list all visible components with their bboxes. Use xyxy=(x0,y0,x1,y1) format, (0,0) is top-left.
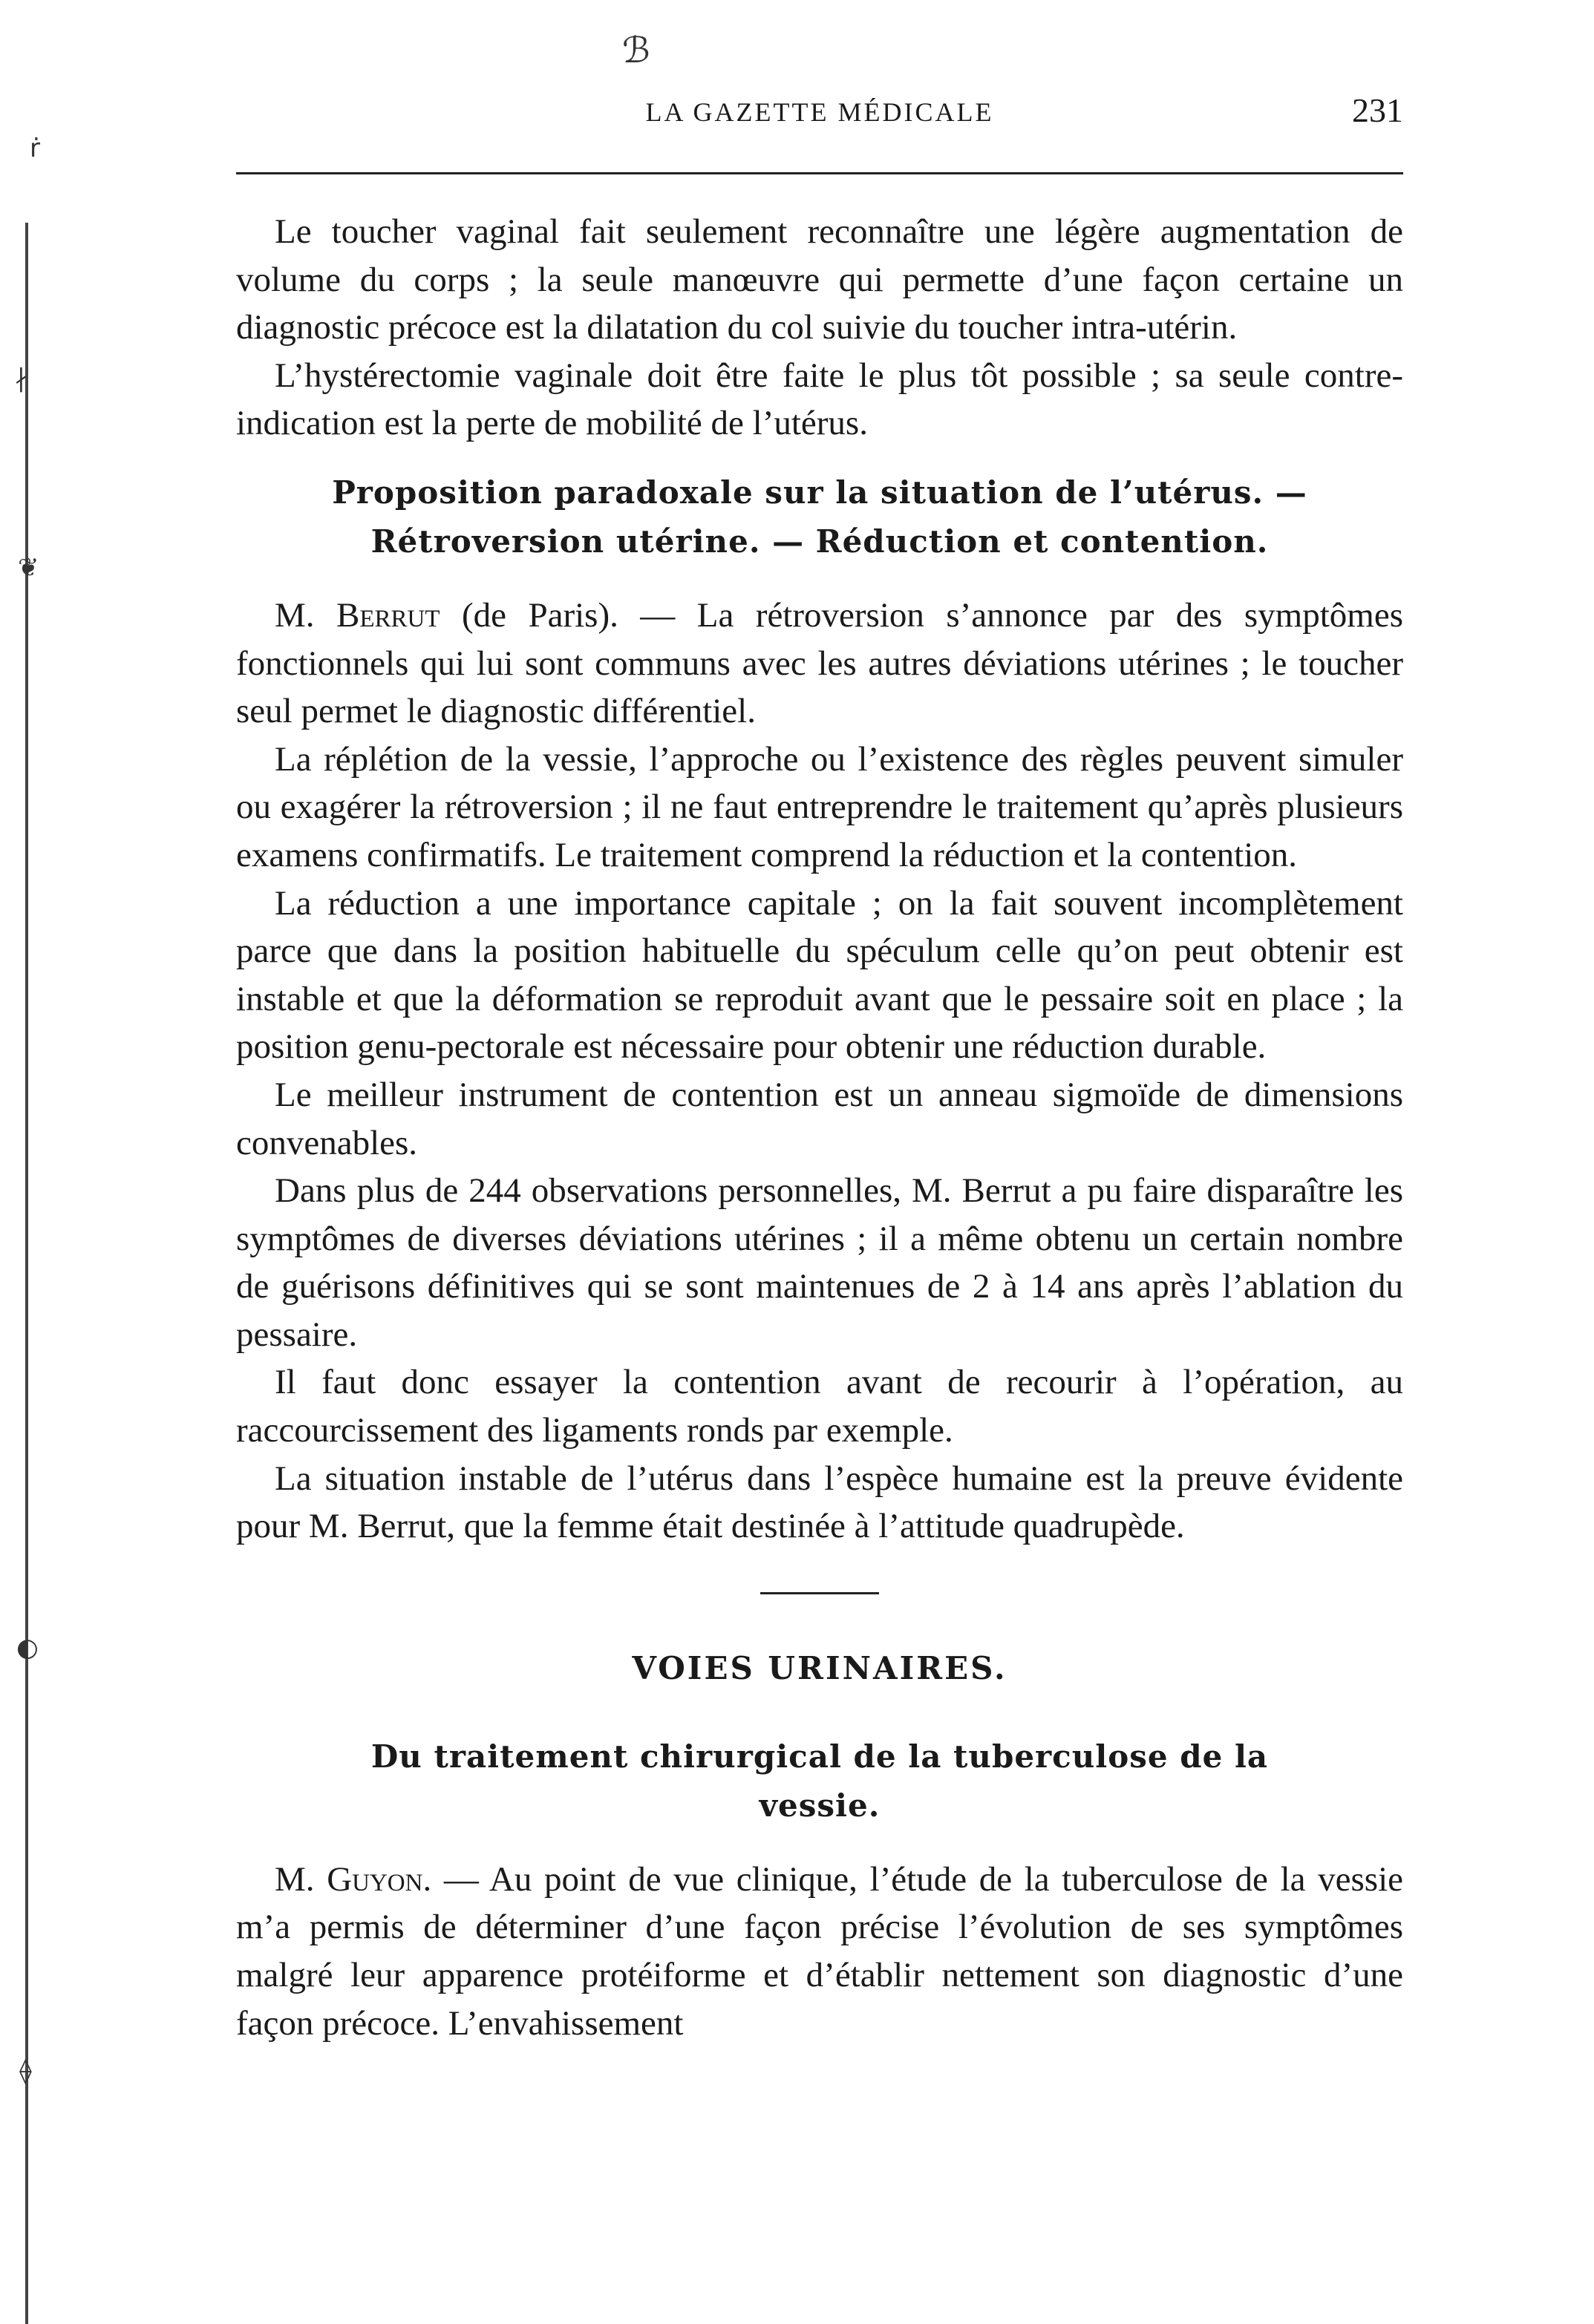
header-rule xyxy=(236,172,1403,174)
author-prefix: M. xyxy=(275,1859,327,1899)
author-text: . — Au point de vue clinique, l’étude de la tuberculose de la vessie m’a permis de déterminer d’une façon précise l’évolution de ses symptômes malgré leur apparence protéiforme et d’établir nettement son diagnostic d’une façon précoce. L’envahissement xyxy=(236,1859,1403,2043)
paragraph: Dans plus de 244 observations personnelles, M. Berrut a pu faire disparaître les symptômes de diverses déviations utérines ; il a même obtenu un certain nombre de guérisons définitives qui se sont maintenues de 2 à 14 ans après l’ablation du pessaire. xyxy=(236,1171,1403,1354)
paragraph: La réduction a une importance capitale ; on la fait souvent incomplètement parce que dans la position habituelle du spéculum celle qu’on peut obtenir est instable et que la déformation se reproduit avant que le pessaire soit en place ; la position genu-pectorale est nécessaire pour obtenir une réduction durable. xyxy=(236,883,1403,1067)
section-heading-line: Du traitement chirurgical de la tuberculose de la xyxy=(370,1738,1269,1775)
author-name: Berrut xyxy=(336,595,440,635)
article-body xyxy=(236,208,1403,2047)
section-heading xyxy=(236,468,1403,566)
margin-mark: ṙ xyxy=(30,134,40,163)
margin-mark: ⟠ xyxy=(19,2056,32,2086)
paragraph: Le meilleur instrument de contention est un anneau sigmoïde de dimensions convenables. xyxy=(236,1075,1403,1162)
section-heading-line: vessie. xyxy=(759,1787,881,1824)
paragraph: L’hystérectomie vaginale doit être faite le plus tôt possible ; sa seule contre-indication est la perte de mobilité de l’utérus. xyxy=(236,356,1403,443)
section-heading xyxy=(236,1732,1403,1830)
margin-mark: ∤ xyxy=(15,364,27,393)
author-prefix: M. xyxy=(275,595,336,635)
margin-mark: ❦ xyxy=(18,553,39,583)
paragraph-author-intro xyxy=(236,592,1403,736)
page-number: 231 xyxy=(1352,91,1403,129)
paragraph: La réplétion de la vessie, l’approche ou l’existence des règles peuvent simuler ou exagérer la rétroversion ; il ne faut entreprendre le traitement qu’après plusieurs examens confirmatifs. Le traitement comprend la réduction et la contention. xyxy=(236,739,1403,874)
paragraph-author-intro xyxy=(236,1856,1403,2047)
section-heading-line: Proposition paradoxale sur la situation de l’utérus. — xyxy=(332,474,1307,511)
paragraph: Il faut donc essayer la contention avant de recourir à l’opération, au raccourcissement des ligaments ronds par exemple. xyxy=(236,1363,1403,1450)
ornament-glyph: ℬ xyxy=(622,31,650,71)
page-margin-line xyxy=(25,223,28,2324)
author-name: Guyon xyxy=(327,1859,423,1899)
running-title: LA GAZETTE MÉDICALE xyxy=(645,97,994,127)
running-header xyxy=(236,88,1403,132)
section-heading-line: Rétroversion utérine. — Réduction et contention. xyxy=(370,523,1269,560)
paragraph: La situation instable de l’utérus dans l’espèce humaine est la preuve évidente pour M. Berrut, que la femme était destinée à l’attitude quadrupède. xyxy=(236,1459,1403,1546)
major-section-heading: VOIES URINAIRES. xyxy=(632,1649,1007,1686)
margin-mark: ◐ xyxy=(16,1633,39,1663)
section-divider-rule xyxy=(760,1592,879,1594)
author-text: (de Paris). — La rétroversion s’annonce par des symptômes fonctionnels qui lui sont communs avec les autres déviations utérines ; le toucher seul permet le diagnostic différentiel. xyxy=(236,595,1403,731)
paragraph: Le toucher vaginal fait seulement reconnaître une légère augmentation de volume du corps ; la seule manœuvre qui permette d’une façon certaine un diagnostic précoce est la dilatation du col suivie du toucher intra-utérin. xyxy=(236,212,1403,347)
